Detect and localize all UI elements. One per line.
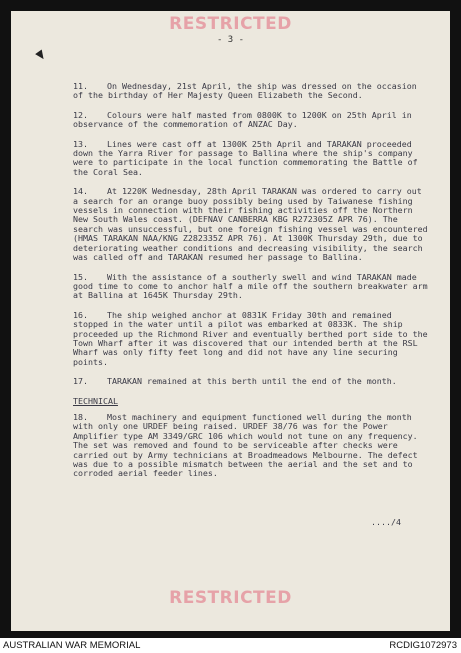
paragraph-12: 12. Colours were half masted from 0800K to 1200K on 25th April in observance of the commemoration of ANZAC Day. [73,109,412,130]
page-number: - 3 - [216,35,245,45]
restricted-stamp-top: RESTRICTED [169,14,292,34]
section-heading-technical: TECHNICAL [73,395,118,406]
document-body [73,82,429,489]
paragraph-16: 16. The ship weighed anchor at 0831K Friday 30th and remained stopped in the water until a pilot was embarked at 0833K. The ship proceeded up the Richmond River and eventually berthed port side to the Town Wharf after it was discovered that our intended berth at the RSL Wharf was only fifty feet long and did not have any line securing points. [73,309,428,367]
archive-footer [0,638,461,653]
footer-source: AUSTRALIAN WAR MEMORIAL [3,640,141,651]
paragraph-17: 17. TARAKAN remained at this berth until the end of the month. [73,376,397,387]
punch-mark-icon [35,50,47,62]
document-page [11,11,450,631]
paragraph-11: 11. On Wednesday, 21st April, the ship was dressed on the occasion of the birthday of Her Majesty Queen Elizabeth the Second. [73,81,417,101]
paragraph-15: 15. With the assistance of a southerly swell and wind TARAKAN made good time to come to anchor half a mile off the southern breakwater arm at Ballina at 1645K Thursday 29th. [73,271,428,301]
continued-marker: ..../4 [371,517,401,527]
restricted-stamp-bottom: RESTRICTED [169,588,292,608]
footer-record-id: RCDIG1072973 [389,640,457,651]
paragraph-18: 18. Most machinery and equipment functioned well during the month with only one URDEF being raised. URDEF 38/76 was for the Power Amplifier type AM 3349/GRC 106 which would not tune on any frequency. The set was removed and found to be serviceable after checks were carried out by Army technicians at Broadmeadows Melbourne. The defect was due to a possible mismatch between the aerial and the set and to corroded aerial feeder lines. [73,411,418,479]
paragraph-14: 14. At 1220K Wednesday, 28th April TARAKAN was ordered to carry out a search for an orange buoy possibly being used by Taiwanese fishing vessels in connection with their fishing activities off the Northern New South Wales coast. (DEFNAV CANBERRA KBG R272305Z APR 76). The search was unsuccessful, but one foreign fishing vessel was encountered (HMAS TARAKAN NAA/KNG Z282335Z APR 76). At 1300K Thursday 29th, due to deteriorating weather conditions and decreasing visibility, the search was called off and TARAKAN resumed her passage to Ballina. [73,186,428,263]
paragraph-13: 13. Lines were cast off at 1300K 25th April and TARAKAN proceeded down the Yarra River for passage to Ballina where the ship's company were to participate in the local function commemorating the Battle of the Coral Sea. [73,138,418,177]
